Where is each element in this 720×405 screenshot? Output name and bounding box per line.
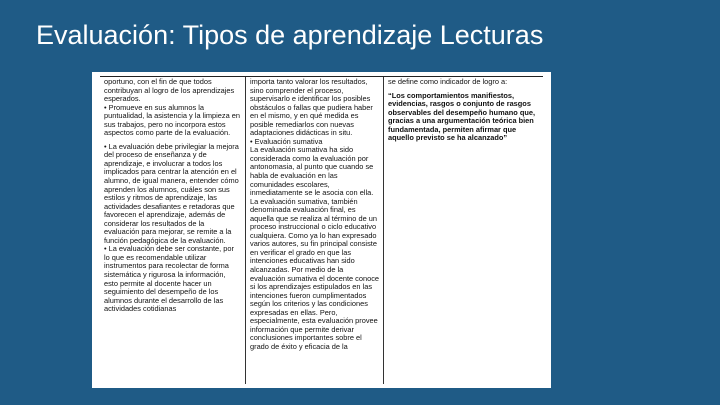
document-column-1 bbox=[100, 77, 246, 384]
column-1-bullet: • La evaluación debe ser constante, por lo que es recomendable utilizar instrumentos para recolectar de forma sistemática y rigurosa la información, esto permite al docente hacer un seguimiento del desempeño de los alumnos durante el desarrollo de las actividades cotidianas bbox=[104, 244, 234, 314]
column-1-bullet: • Promueve en sus alumnos la puntualidad, la asistencia y la limpieza en bbox=[104, 102, 240, 121]
document-excerpt-image bbox=[92, 72, 551, 388]
column-2-heading: • Evaluación sumativa bbox=[250, 136, 323, 146]
column-1-bullet: • La evaluación debe privilegiar la mejora del proceso de enseñanza y de aprendizaje, e involucrar a todos los implicados para centrar la atención en el alumno, de igual manera, entender cómo aprenden los alumnos, cuáles son sus estilos y ritmos de aprendizaje, las actividades desafiantes e retadoras que favorecen el aprendizaje, además de considerar los resultados de la evaluación para mejorar, se remite a la función pedagógica de la evaluación. bbox=[104, 141, 239, 245]
column-2-paragraph: La evaluación sumativa ha sido considerada como la evaluación por antonomasia, al punto que cuando se habla de evaluación en las comunidades escolares, inmediatamente se le asocia con ella. La evaluación sumativa, también denominada evaluación final, es aquella que se realiza al término de un proceso instruccional o ciclo educativo cualquiera. Como ya lo han expresado varios autores, su fin principal consiste en verificar el grado en que las intenciones educativas han sido alcanzadas. Por medio de la evaluación sumativa el docente conoce si los aprendizajes estipulados en las intenciones fueron cumplimentados según los criterios y las condiciones expresadas en ellas. Pero, especialmente, esta evaluación provee información que permite derivar conclusiones importantes sobre el grado de éxito y eficacia de la bbox=[250, 145, 380, 351]
column-1-paragraph: oportuno, con el fin de que todos contribuyan al logro de los aprendizajes esperados. bbox=[104, 77, 235, 104]
column-2-paragraph: importa tanto valorar los resultados, sino comprender el proceso, supervisarlo e identificar los posibles obstáculos o fallas que pudiera haber en el mismo, y en qué medida es posible remediarlos con nuevas adaptaciones didácticas in situ. bbox=[250, 77, 373, 138]
document-table bbox=[100, 76, 543, 384]
document-column-2 bbox=[246, 77, 384, 384]
column-3-intro: se define como indicador de logro a: bbox=[388, 77, 508, 86]
slide-title: Evaluación: Tipos de aprendizaje Lecturas bbox=[36, 20, 544, 50]
column-1-paragraph: sus trabajos, pero no incorpora estos aspectos como parte de la evaluación. bbox=[104, 119, 231, 138]
column-3-quote: “Los comportamientos manifiestos, evidencias, rasgos o conjunto de rasgos observables del desempeño humano que, gracias a una argumentación teórica bien fundamentada, permiten afirmar que aquello previsto se ha alcanzado” bbox=[388, 90, 536, 143]
document-column-3 bbox=[384, 77, 543, 384]
